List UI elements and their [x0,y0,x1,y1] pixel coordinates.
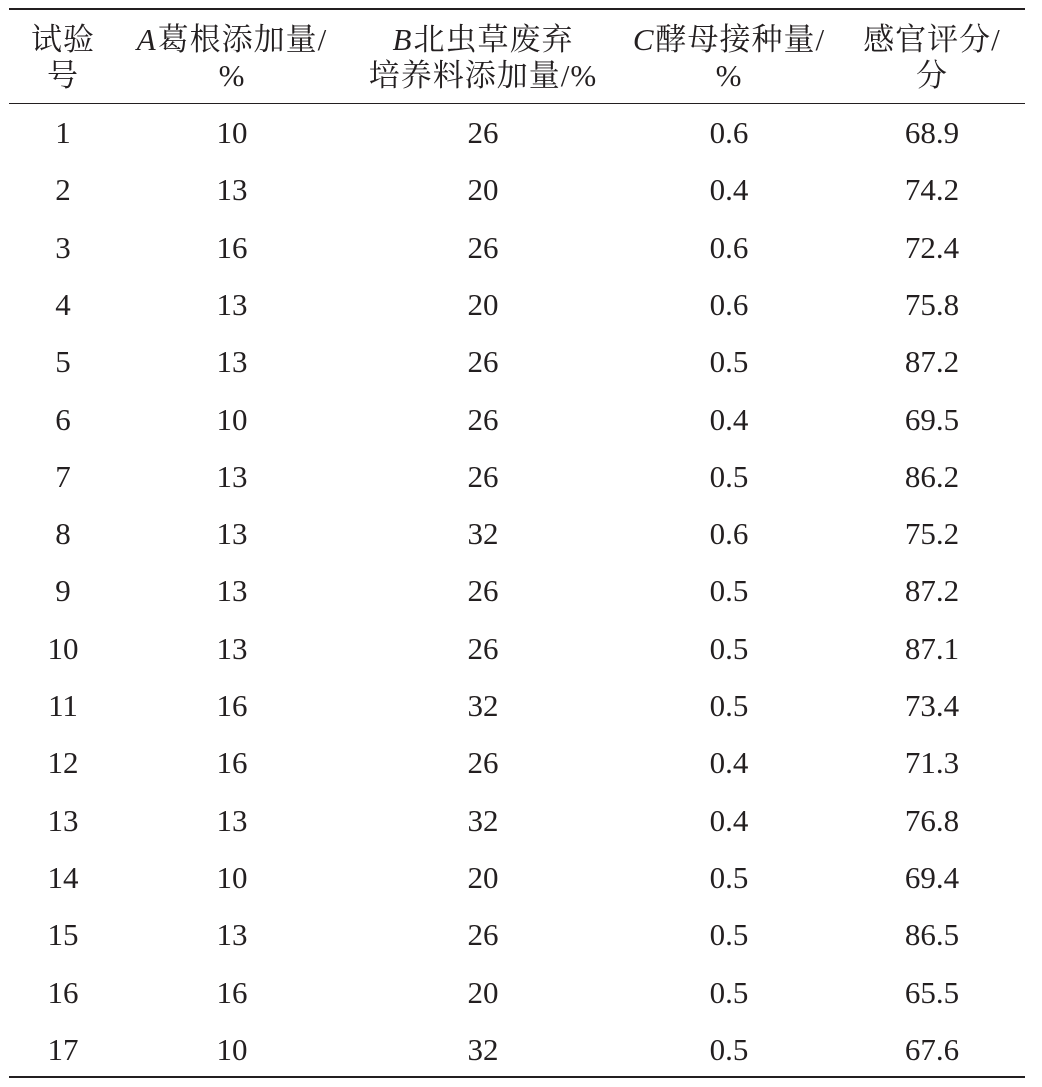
table-cell: 15 [47,917,79,953]
table-cell: 11 [48,688,78,723]
header-factor-c: C酵母接种量/ % [632,22,826,93]
table-cell: 13 [216,516,248,552]
table-cell: 13 [216,630,248,666]
table-cell: 74.2 [904,172,960,208]
table-cell: 14 [47,859,79,895]
table-body [9,104,1025,1076]
table-row [9,448,1025,505]
table-cell: 13 [216,172,248,208]
table-row [9,964,1025,1021]
table-cell: 13 [216,344,248,380]
table-cell: 0.5 [709,1031,749,1067]
table-cell: 16 [216,229,248,265]
table-row [9,276,1025,333]
table-cell: 10 [216,115,248,150]
table-row [9,734,1025,791]
table-cell: 0.6 [709,115,749,150]
table-cell: 16 [216,745,248,781]
table-cell: 0.5 [709,974,749,1010]
results-table [9,8,1025,1078]
header-factor-b: B北虫草废弃 培养料添加量/% [368,22,598,93]
table-cell: 26 [467,401,499,437]
table-cell: 71.3 [904,745,960,781]
table-row [9,792,1025,849]
table-cell: 13 [47,802,79,838]
table-row [9,161,1025,218]
table-cell: 67.6 [904,1031,960,1067]
table-cell: 26 [467,573,499,609]
table-cell: 1 [55,115,71,150]
table-row [9,391,1025,448]
table-row [9,104,1025,161]
table-cell: 12 [47,745,79,781]
table-cell: 0.5 [709,688,749,723]
table-cell: 75.2 [904,516,960,552]
table-cell: 0.6 [709,516,749,552]
table-cell: 87.1 [904,630,960,666]
factor-b-letter: B [392,22,412,57]
table-cell: 20 [467,286,499,322]
table-cell: 87.2 [904,344,960,380]
table-cell: 16 [216,974,248,1010]
table-cell: 10 [216,859,248,895]
table-cell: 65.5 [904,974,960,1010]
header-factor-a: A葛根添加量/ % [136,22,328,93]
table-cell: 26 [467,917,499,953]
table-cell: 0.5 [709,573,749,609]
table-cell: 0.4 [709,745,749,781]
table-cell: 16 [47,974,79,1010]
table-cell: 69.4 [904,859,960,895]
table-cell: 68.9 [904,115,960,150]
table-cell: 16 [216,688,248,723]
table-cell: 0.6 [709,229,749,265]
table-cell: 26 [467,458,499,494]
table-cell: 69.5 [904,401,960,437]
table-cell: 0.6 [709,286,749,322]
table-cell: 20 [467,172,499,208]
table-cell: 26 [467,630,499,666]
table-cell: 32 [467,802,499,838]
table-cell: 10 [216,1031,248,1067]
table-row [9,219,1025,276]
table-cell: 75.8 [904,286,960,322]
table-cell: 32 [467,1031,499,1067]
table-cell: 86.2 [904,458,960,494]
table-cell: 72.4 [904,229,960,265]
table-row [9,677,1025,734]
table-cell: 5 [55,344,71,380]
table-cell: 2 [55,172,71,208]
table-cell: 0.5 [709,917,749,953]
table-cell: 32 [467,516,499,552]
factor-a-letter: A [136,22,156,57]
table-cell: 0.5 [709,859,749,895]
header-sensory-score: 感官评分/ 分 [863,22,1001,93]
table-cell: 73.4 [904,688,960,723]
table-cell: 87.2 [904,573,960,609]
header-trial-number: 试验 号 [31,22,95,93]
table-row [9,849,1025,906]
table-cell: 10 [216,401,248,437]
table-cell: 0.4 [709,802,749,838]
table-cell: 13 [216,917,248,953]
table-cell: 3 [55,229,71,265]
table-cell: 20 [467,859,499,895]
table-cell: 10 [47,630,79,666]
table-cell: 9 [55,573,71,609]
table-cell: 0.5 [709,458,749,494]
table-cell: 86.5 [904,917,960,953]
table-row [9,620,1025,677]
table-cell: 26 [467,745,499,781]
table-cell: 13 [216,458,248,494]
table-cell: 13 [216,286,248,322]
table-cell: 17 [47,1031,79,1067]
table-cell: 13 [216,802,248,838]
table-cell: 4 [55,286,71,322]
table-cell: 0.5 [709,630,749,666]
table-row [9,333,1025,390]
table-cell: 13 [216,573,248,609]
table-cell: 26 [467,229,499,265]
table-cell: 7 [55,458,71,494]
table-header [9,10,1025,103]
table-cell: 0.4 [709,172,749,208]
table-cell: 0.4 [709,401,749,437]
table-cell: 6 [55,401,71,437]
table-row [9,505,1025,562]
table-cell: 76.8 [904,802,960,838]
table-cell: 26 [467,344,499,380]
table-row [9,1021,1025,1078]
table-cell: 8 [55,516,71,552]
factor-c-letter: C [632,22,654,57]
table-cell: 0.5 [709,344,749,380]
table-cell: 26 [467,115,499,150]
table-row [9,562,1025,619]
table-cell: 32 [467,688,499,723]
table-cell: 20 [467,974,499,1010]
table-row [9,906,1025,963]
